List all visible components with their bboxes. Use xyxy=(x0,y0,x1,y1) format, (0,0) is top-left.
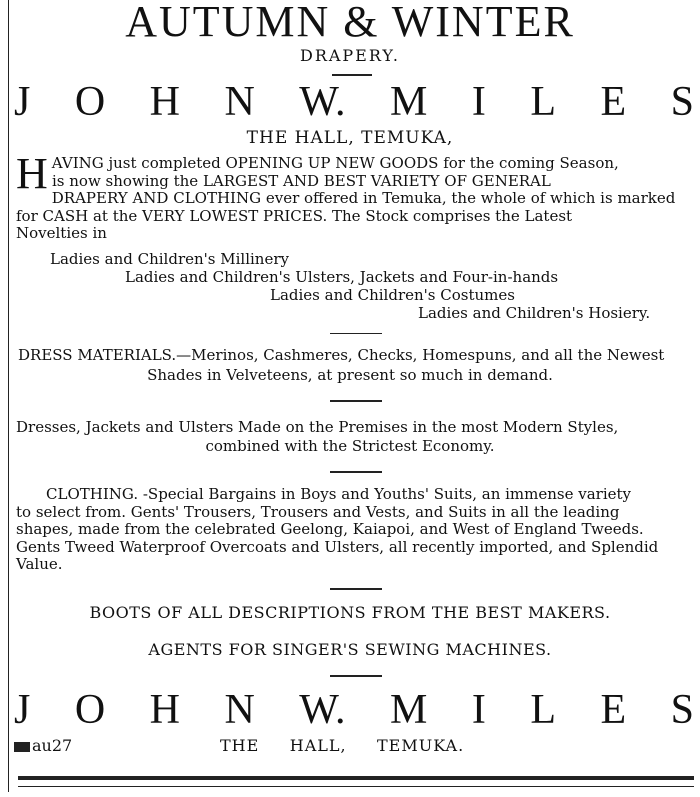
bottom-rule xyxy=(18,776,694,780)
issue-code-text: au27 xyxy=(32,736,73,755)
name-letter: I xyxy=(471,79,486,125)
novelty-item: Ladies and Children's Hosiery. xyxy=(418,304,651,322)
name-letter: W. xyxy=(299,79,346,125)
name-letter: H xyxy=(149,79,180,125)
footer-address: THE HALL, TEMUKA. xyxy=(220,736,465,755)
clothing-line: CLOTHING. -Special Bargains in Boys and Youths' Suits, an immense variety xyxy=(46,485,632,503)
clothing-line: to select from. Gents' Trousers, Trousers and Vests, and Suits in all the leading xyxy=(16,502,620,521)
name-letter: S xyxy=(670,79,694,125)
intro-line: AVING just completed OPENING UP NEW GOODS for the coming Season, xyxy=(51,154,619,172)
name-letter: L xyxy=(530,79,556,125)
name-letter: E xyxy=(600,687,627,733)
clothing-line: shapes, made from the celebrated Geelong, Kaiapoi, and West of England Tweeds. xyxy=(16,520,644,538)
name-letter: W. xyxy=(299,687,346,733)
intro-line: for CASH at the VERY LOWEST PRICES. The Stock comprises the Latest xyxy=(16,206,573,225)
novelty-item: Ladies and Children's Millinery xyxy=(50,250,289,268)
name-letter: E xyxy=(600,79,627,125)
code-mark xyxy=(14,742,30,752)
dress-materials-line: DRESS MATERIALS.—Merinos, Cashmeres, Checks, Homespuns, and all the Newest xyxy=(18,346,665,364)
section-rule xyxy=(330,588,382,590)
name-letter: J xyxy=(14,79,31,125)
issue-code xyxy=(14,736,72,755)
ornament-rule xyxy=(332,74,372,76)
name-letter: O xyxy=(74,687,106,733)
name-letter: J xyxy=(14,687,31,733)
intro-line: is now showing the LARGEST AND BEST VARIETY OF GENERAL xyxy=(52,171,551,190)
name-letter: I xyxy=(471,687,486,733)
novelty-item: Ladies and Children's Ulsters, Jackets and Four-in-hands xyxy=(125,268,559,286)
ad-title: AUTUMN & WINTER xyxy=(125,0,575,46)
name-letter: L xyxy=(530,687,556,733)
name-letter: S xyxy=(670,687,694,733)
section-rule xyxy=(330,333,382,334)
name-letter: N xyxy=(224,687,255,733)
premises-line: combined with the Strictest Economy. xyxy=(205,437,495,455)
novelty-item: Ladies and Children's Costumes xyxy=(270,286,515,304)
section-rule xyxy=(330,675,382,677)
merchant-address: THE HALL, TEMUKA, xyxy=(246,128,454,148)
name-letter: H xyxy=(149,687,180,733)
merchant-name xyxy=(14,80,694,124)
name-letter: M xyxy=(390,687,428,733)
section-rule xyxy=(330,471,382,473)
left-border-rule xyxy=(8,0,9,792)
drop-cap: H xyxy=(16,149,48,198)
bottom-rule-thin xyxy=(18,786,694,787)
name-letter: N xyxy=(224,79,255,125)
intro-paragraph xyxy=(16,149,696,243)
premises-line: Dresses, Jackets and Ulsters Made on the Premises in the most Modern Styles, xyxy=(16,418,619,436)
intro-line: DRAPERY AND CLOTHING ever offered in Temuka, the whole of which is marked xyxy=(51,189,676,207)
name-letter: O xyxy=(74,79,106,125)
ad-subtitle: DRAPERY. xyxy=(299,46,400,65)
agents-line: AGENTS FOR SINGER'S SEWING MACHINES. xyxy=(148,640,552,659)
footer-merchant-name xyxy=(14,688,694,732)
clothing-paragraph xyxy=(16,486,696,574)
clothing-line: Gents Tweed Waterproof Overcoats and Ulsters, all recently imported, and Splendid xyxy=(16,537,659,556)
clothing-line: Value. xyxy=(16,555,63,573)
name-letter: M xyxy=(390,79,428,125)
intro-line: Novelties in xyxy=(16,224,107,242)
section-rule xyxy=(330,400,382,402)
dress-materials-line: Shades in Velveteens, at present so much in demand. xyxy=(147,366,553,384)
boots-line: BOOTS OF ALL DESCRIPTIONS FROM THE BEST MAKERS. xyxy=(89,603,611,622)
